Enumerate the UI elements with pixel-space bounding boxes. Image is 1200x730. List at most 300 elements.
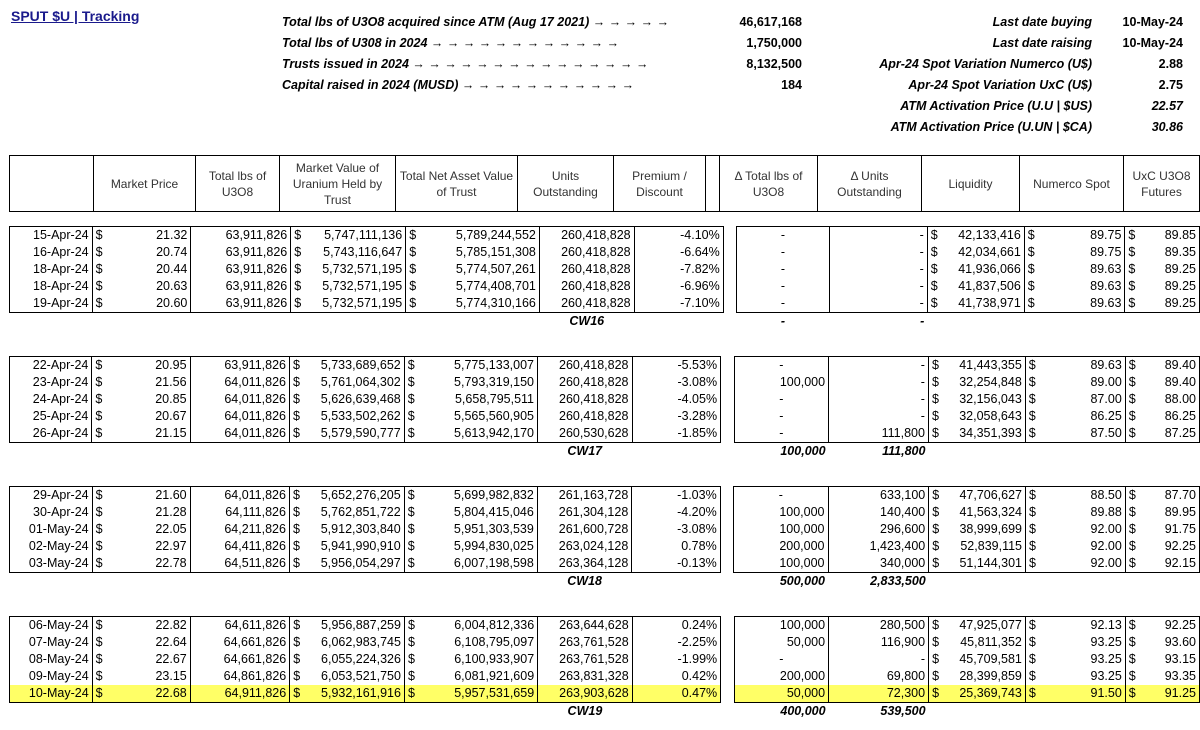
empty-cell [943, 703, 1026, 721]
market-price-cell: 21.60 [106, 487, 190, 505]
delta-units-cell: 633,100 [828, 487, 929, 505]
uxc-cell: 89.25 [1139, 295, 1200, 313]
currency-symbol: $ [1128, 279, 1136, 293]
numerco-cell: 92.00 [1039, 555, 1125, 573]
empty-cell [304, 703, 405, 721]
empty-cell [942, 443, 1025, 461]
nav-cell: 5,613,942,170 [418, 425, 537, 443]
empty-cell [632, 703, 721, 721]
currency-symbol: $ [409, 279, 417, 293]
empty-cell [92, 703, 106, 721]
market-price-cell: 20.95 [106, 357, 190, 375]
premium-cell: -7.82% [634, 261, 723, 278]
market-value-cell: 5,762,851,722 [303, 504, 404, 521]
currency-symbol: $ [95, 409, 103, 423]
column-gap [721, 668, 734, 685]
delta-units-cell: 340,000 [828, 555, 929, 573]
premium-cell: 0.78% [632, 538, 720, 555]
market-value-cell: 5,579,590,777 [303, 425, 404, 443]
uxc-cell: 89.25 [1139, 278, 1200, 295]
currency-symbol: $ [407, 539, 415, 553]
delta-lbs-cell: 100,000 [734, 504, 828, 521]
currency-symbol: $ [929, 487, 943, 505]
uxc-cell: 93.15 [1139, 651, 1199, 668]
total-lbs-cell: 64,611,826 [190, 617, 289, 635]
numerco-cell: 89.63 [1039, 357, 1125, 375]
delta-lbs-cell: - [737, 295, 829, 313]
currency-symbol: $ [1026, 487, 1040, 505]
table-row [10, 668, 1200, 685]
currency-symbol: $ [932, 669, 940, 683]
numerco-cell: 87.00 [1039, 391, 1125, 408]
empty-cell [1139, 313, 1200, 331]
delta-lbs-cell: - [737, 278, 829, 295]
numerco-cell: 93.25 [1039, 651, 1125, 668]
market-price-cell: 23.15 [106, 668, 190, 685]
currency-symbol: $ [1125, 425, 1139, 443]
week-label: CW16 [569, 314, 605, 328]
premium-cell: -1.85% [632, 425, 721, 443]
empty-cell [92, 313, 106, 331]
liquidity-cell: 41,837,506 [941, 278, 1024, 295]
total-lbs-cell: 64,111,826 [190, 504, 289, 521]
numerco-cell: 88.50 [1039, 487, 1125, 505]
date-cell: 03-May-24 [10, 555, 93, 573]
nav-cell: 5,774,507,261 [420, 261, 540, 278]
header-market-value: Market Value of Uranium Held by Trust [280, 156, 396, 212]
empty-cell [291, 313, 305, 331]
currency-symbol: $ [92, 685, 106, 703]
table-row [10, 487, 1200, 505]
numerco-cell: 89.75 [1038, 227, 1125, 245]
empty-cell [927, 313, 941, 331]
currency-symbol: $ [1027, 262, 1035, 276]
table-row [10, 295, 1200, 313]
column-gap [721, 685, 734, 703]
units-cell: 263,761,528 [538, 634, 632, 651]
empty-cell [92, 443, 106, 461]
delta-lbs-cell: 100,000 [734, 521, 828, 538]
market-price-cell: 21.15 [106, 425, 190, 443]
nav-cell: 6,004,812,336 [418, 617, 537, 635]
summary-value: 1,750,000 [746, 36, 802, 50]
empty-cell [290, 703, 304, 721]
liquidity-cell: 42,133,416 [941, 227, 1024, 245]
numerco-cell: 89.88 [1039, 504, 1125, 521]
currency-symbol: $ [294, 279, 302, 293]
currency-symbol: $ [407, 652, 415, 666]
column-gap [720, 487, 733, 505]
numerco-cell: 92.13 [1039, 617, 1125, 635]
column-gap [720, 521, 733, 538]
currency-symbol: $ [928, 357, 942, 375]
market-price-cell: 20.67 [106, 408, 190, 425]
empty-cell [191, 313, 291, 331]
column-gap [721, 617, 734, 635]
delta-lbs-cell: 50,000 [734, 685, 828, 703]
currency-symbol: $ [1125, 357, 1139, 375]
currency-symbol: $ [932, 635, 940, 649]
numerco-cell: 91.50 [1039, 685, 1125, 703]
column-gap [723, 227, 737, 245]
liquidity-cell: 47,925,077 [943, 617, 1026, 635]
delta-lbs-cell: - [734, 408, 829, 425]
empty-cell [418, 703, 537, 721]
empty-cell [720, 573, 733, 591]
week-label: CW18 [567, 574, 602, 588]
market-value-cell: 5,626,639,468 [303, 391, 404, 408]
liquidity-cell: 41,738,971 [941, 295, 1024, 313]
column-gap [721, 651, 734, 668]
column-gap [721, 357, 734, 375]
premium-cell: -3.08% [632, 374, 721, 391]
units-cell: 263,761,528 [538, 651, 632, 668]
currency-symbol: $ [95, 669, 103, 683]
liquidity-cell: 38,999,699 [943, 521, 1026, 538]
numerco-cell: 89.63 [1038, 261, 1125, 278]
nav-cell: 5,951,303,539 [418, 521, 537, 538]
total-lbs-cell: 64,211,826 [190, 521, 289, 538]
nav-cell: 5,699,982,832 [418, 487, 537, 505]
liquidity-cell: 25,369,743 [943, 685, 1026, 703]
currency-symbol: $ [931, 392, 939, 406]
date-cell: 24-Apr-24 [10, 391, 92, 408]
delta-lbs-cell: - [734, 651, 828, 668]
premium-cell: 0.24% [632, 617, 721, 635]
currency-symbol: $ [404, 487, 418, 505]
currency-symbol: $ [932, 652, 940, 666]
currency-symbol: $ [407, 669, 415, 683]
total-lbs-cell: 64,011,826 [190, 487, 289, 505]
nav-cell: 5,789,244,552 [420, 227, 540, 245]
premium-cell: -0.13% [632, 555, 720, 573]
table-row [10, 425, 1200, 443]
delta-units-cell: - [829, 408, 929, 425]
liquidity-cell: 52,839,115 [943, 538, 1026, 555]
numerco-cell: 87.50 [1039, 425, 1125, 443]
date-cell: 02-May-24 [10, 538, 93, 555]
table-row [10, 617, 1200, 635]
date-cell: 19-Apr-24 [10, 295, 93, 313]
empty-cell [10, 443, 92, 461]
empty-cell [1139, 703, 1199, 721]
uxc-cell: 87.70 [1139, 487, 1199, 505]
info-value: 10-May-24 [1122, 36, 1183, 50]
delta-lbs-cell: 100,000 [734, 617, 828, 635]
table-row [10, 634, 1200, 651]
column-gap [721, 634, 734, 651]
currency-symbol: $ [92, 487, 106, 505]
currency-symbol: $ [92, 555, 106, 573]
premium-cell: 0.47% [632, 685, 721, 703]
total-lbs-cell: 64,411,826 [190, 538, 289, 555]
premium-cell: -1.99% [632, 651, 721, 668]
empty-cell [106, 313, 191, 331]
table-row [10, 278, 1200, 295]
currency-symbol: $ [95, 505, 103, 519]
nav-cell: 5,774,408,701 [420, 278, 540, 295]
units-cell: 260,418,828 [538, 357, 633, 375]
market-price-cell: 20.44 [106, 261, 191, 278]
empty-cell [1038, 313, 1125, 331]
uxc-cell: 92.25 [1139, 538, 1199, 555]
currency-symbol: $ [1128, 539, 1136, 553]
units-cell: 263,644,628 [538, 617, 632, 635]
currency-symbol: $ [292, 409, 300, 423]
numerco-cell: 93.25 [1039, 634, 1125, 651]
date-cell: 29-Apr-24 [10, 487, 93, 505]
column-header-table [9, 155, 1200, 212]
market-price-cell: 20.60 [106, 295, 191, 313]
week-table-cw19 [9, 616, 1200, 720]
date-cell: 01-May-24 [10, 521, 93, 538]
market-value-cell: 5,732,571,195 [305, 261, 406, 278]
currency-symbol: $ [930, 279, 938, 293]
date-cell: 18-Apr-24 [10, 261, 93, 278]
page-title[interactable]: SPUT $U | Tracking [11, 8, 140, 24]
info-label: ATM Activation Price (U.UN | $CA) [890, 120, 1092, 134]
currency-symbol: $ [95, 392, 103, 406]
currency-symbol: $ [293, 635, 301, 649]
market-value-cell: 5,732,571,195 [305, 295, 406, 313]
market-price-cell: 22.82 [106, 617, 190, 635]
empty-cell [929, 703, 943, 721]
delta-lbs-cell: - [737, 244, 829, 261]
header-units: Units Outstanding [518, 156, 614, 212]
numerco-cell: 89.63 [1038, 295, 1125, 313]
uxc-cell: 91.75 [1139, 521, 1199, 538]
currency-symbol: $ [292, 375, 300, 389]
empty-cell [10, 313, 93, 331]
info-value: 2.75 [1158, 78, 1183, 92]
market-price-cell: 22.68 [106, 685, 190, 703]
total-lbs-cell: 63,911,826 [191, 261, 291, 278]
currency-symbol: $ [289, 357, 303, 375]
nav-cell: 6,100,933,907 [418, 651, 537, 668]
table-row [10, 538, 1200, 555]
currency-symbol: $ [931, 375, 939, 389]
currency-symbol: $ [291, 295, 305, 313]
week-total-row [10, 703, 1200, 721]
delta-units-cell: 296,600 [828, 521, 929, 538]
nav-cell: 5,957,531,659 [418, 685, 537, 703]
currency-symbol: $ [1028, 652, 1036, 666]
currency-symbol: $ [1024, 227, 1038, 245]
delta-lbs-cell: 100,000 [734, 374, 829, 391]
date-cell: 22-Apr-24 [10, 357, 92, 375]
currency-symbol: $ [929, 685, 943, 703]
premium-cell: -6.96% [634, 278, 723, 295]
currency-symbol: $ [1128, 522, 1136, 536]
premium-cell: -2.25% [632, 634, 721, 651]
currency-symbol: $ [1128, 392, 1136, 406]
numerco-cell: 89.75 [1038, 244, 1125, 261]
delta-units-cell: 140,400 [828, 504, 929, 521]
market-price-cell: 22.97 [106, 538, 190, 555]
week-label: CW19 [567, 704, 603, 718]
nav-cell: 5,775,133,007 [418, 357, 537, 375]
currency-symbol: $ [1029, 539, 1036, 553]
market-value-cell: 5,652,276,205 [303, 487, 404, 505]
header-delta-lbs: Δ Total lbs of U3O8 [720, 156, 818, 212]
currency-symbol: $ [1128, 505, 1136, 519]
empty-cell [1125, 703, 1139, 721]
delta-lbs-cell: 100,000 [734, 555, 828, 573]
currency-symbol: $ [1025, 425, 1039, 443]
currency-symbol: $ [294, 245, 302, 259]
currency-symbol: $ [294, 262, 302, 276]
column-gap [723, 278, 737, 295]
currency-symbol: $ [1125, 617, 1139, 635]
currency-symbol: $ [289, 487, 303, 505]
currency-symbol: $ [1128, 635, 1136, 649]
currency-symbol: $ [293, 652, 301, 666]
numerco-cell: 92.00 [1039, 521, 1125, 538]
uxc-cell: 87.25 [1139, 425, 1199, 443]
table-row [10, 651, 1200, 668]
week-total-row [10, 573, 1200, 591]
empty-cell [106, 703, 190, 721]
empty-cell [1039, 573, 1125, 591]
info-label: Last date buying [992, 15, 1092, 29]
currency-symbol: $ [407, 522, 415, 536]
market-price-cell: 22.67 [106, 651, 190, 668]
uxc-cell: 92.25 [1139, 617, 1199, 635]
currency-symbol: $ [1027, 279, 1035, 293]
liquidity-cell: 32,156,043 [942, 391, 1025, 408]
empty-cell [404, 573, 418, 591]
total-lbs-cell: 64,511,826 [190, 555, 289, 573]
total-lbs-cell: 64,011,826 [190, 374, 289, 391]
currency-symbol: $ [1027, 245, 1035, 259]
market-price-cell: 21.32 [106, 227, 191, 245]
liquidity-cell: 41,443,355 [942, 357, 1025, 375]
empty-cell [418, 443, 537, 461]
total-lbs-cell: 63,911,826 [191, 244, 291, 261]
info-label: Apr-24 Spot Variation UxC (U$) [908, 78, 1092, 92]
currency-symbol: $ [92, 295, 106, 313]
currency-symbol: $ [1029, 505, 1036, 519]
numerco-cell: 89.00 [1039, 374, 1125, 391]
currency-symbol: $ [932, 522, 940, 536]
delta-units-cell: - [829, 357, 929, 375]
currency-symbol: $ [1028, 375, 1036, 389]
column-gap [723, 261, 737, 278]
numerco-cell: 93.25 [1039, 668, 1125, 685]
currency-symbol: $ [407, 635, 415, 649]
currency-symbol: $ [404, 357, 418, 375]
total-lbs-cell: 63,911,826 [190, 357, 289, 375]
currency-symbol: $ [404, 425, 418, 443]
delta-lbs-cell: - [737, 227, 829, 245]
premium-cell: -5.53% [632, 357, 721, 375]
currency-symbol: $ [92, 357, 106, 375]
summary-label: Total lbs of U3O8 acquired since ATM (Aug 17 2021) → → → → → [282, 15, 670, 29]
empty-cell [106, 573, 190, 591]
units-cell: 261,600,728 [537, 521, 631, 538]
units-cell: 260,418,828 [538, 408, 633, 425]
units-cell: 261,304,128 [537, 504, 631, 521]
delta-lbs-cell: - [734, 391, 829, 408]
delta-units-total: 111,800 [882, 444, 926, 458]
nav-cell: 5,565,560,905 [418, 408, 537, 425]
currency-symbol: $ [1028, 409, 1036, 423]
nav-cell: 5,793,319,150 [418, 374, 537, 391]
currency-symbol: $ [407, 392, 415, 406]
summary-value: 184 [781, 78, 802, 92]
nav-cell: 5,658,795,511 [418, 391, 537, 408]
currency-symbol: $ [290, 685, 304, 703]
info-value: 22.57 [1151, 99, 1183, 113]
week-label: CW17 [567, 444, 603, 458]
delta-units-total: 539,500 [880, 704, 926, 718]
liquidity-cell: 41,936,066 [941, 261, 1024, 278]
table-row [10, 504, 1200, 521]
market-value-cell: 5,533,502,262 [303, 408, 404, 425]
currency-symbol: $ [289, 425, 303, 443]
market-price-cell: 21.28 [106, 504, 190, 521]
empty-cell [1039, 703, 1125, 721]
delta-units-cell: - [829, 391, 929, 408]
units-cell: 263,831,328 [538, 668, 632, 685]
currency-symbol: $ [932, 505, 940, 519]
header-liquidity: Liquidity [922, 156, 1020, 212]
currency-symbol: $ [932, 539, 940, 553]
empty-cell [1125, 443, 1139, 461]
empty-cell [404, 443, 418, 461]
delta-units-cell: - [829, 651, 929, 668]
column-gap [723, 244, 737, 261]
currency-symbol: $ [407, 409, 415, 423]
currency-symbol: $ [1128, 652, 1136, 666]
info-value: 2.88 [1158, 57, 1183, 71]
date-cell: 30-Apr-24 [10, 504, 93, 521]
empty-cell [723, 313, 737, 331]
liquidity-cell: 34,351,393 [942, 425, 1025, 443]
premium-cell: 0.42% [632, 668, 721, 685]
empty-cell [190, 443, 289, 461]
numerco-cell: 92.00 [1039, 538, 1125, 555]
empty-cell [721, 703, 734, 721]
table-row [10, 391, 1200, 408]
total-lbs-cell: 64,861,826 [190, 668, 289, 685]
table-row [10, 357, 1200, 375]
table-row [10, 227, 1200, 245]
currency-symbol: $ [1026, 555, 1040, 573]
week-total-row [10, 443, 1200, 461]
column-gap [721, 374, 734, 391]
premium-cell: -3.08% [632, 521, 720, 538]
empty-cell [106, 443, 190, 461]
market-value-cell: 5,743,116,647 [305, 244, 406, 261]
header-total-lbs: Total lbs of U3O8 [196, 156, 280, 212]
empty-cell [1139, 573, 1199, 591]
premium-cell: -3.28% [632, 408, 721, 425]
week-total-row [10, 313, 1200, 331]
delta-units-cell: - [829, 374, 929, 391]
empty-cell [634, 313, 723, 331]
empty-cell [1026, 573, 1040, 591]
units-cell: 261,163,728 [537, 487, 631, 505]
table-row [10, 374, 1200, 391]
nav-cell: 6,108,795,097 [418, 634, 537, 651]
liquidity-cell: 45,811,352 [943, 634, 1026, 651]
currency-symbol: $ [404, 617, 418, 635]
market-price-cell: 20.74 [106, 244, 191, 261]
market-value-cell: 6,062,983,745 [304, 634, 405, 651]
units-cell: 260,418,828 [538, 391, 633, 408]
delta-units-cell: 72,300 [829, 685, 929, 703]
